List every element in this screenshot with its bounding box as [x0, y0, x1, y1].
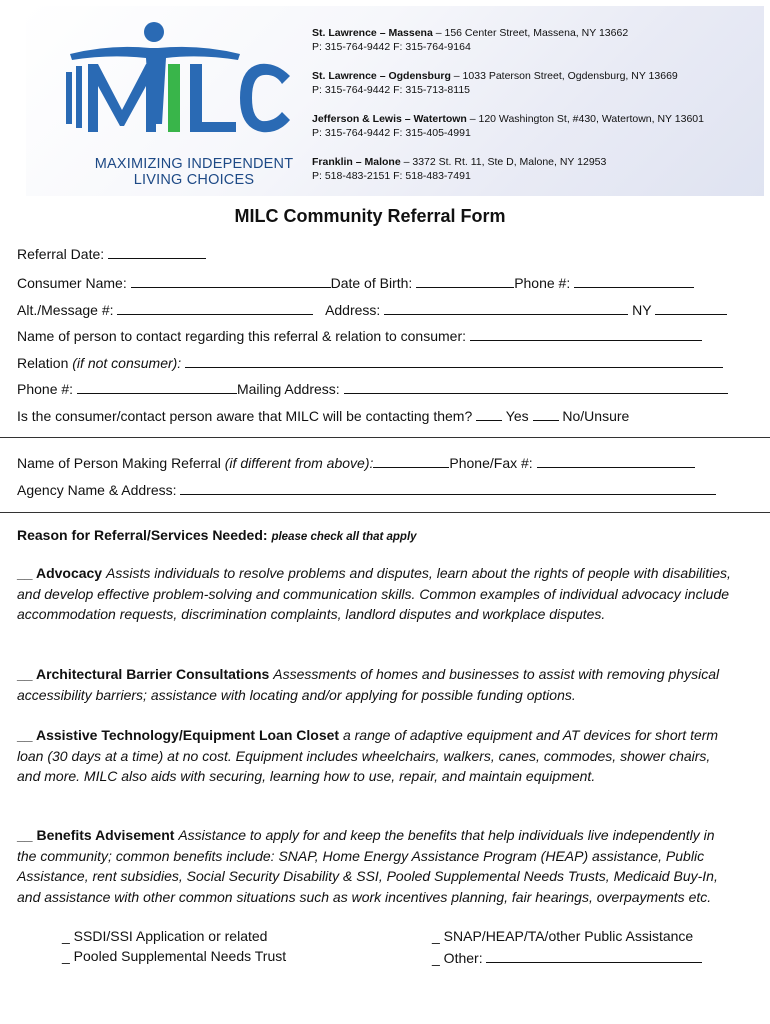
- consumer-name-field[interactable]: [131, 273, 331, 288]
- advocacy-title: Advocacy: [35, 565, 103, 581]
- sub-snap[interactable]: _ SNAP/HEAP/TA/other Public Assistance: [432, 928, 694, 944]
- yes-label: Yes: [505, 408, 529, 424]
- phone-label: Phone #:: [514, 275, 571, 291]
- phone2-label: Phone #:: [17, 381, 74, 397]
- dob-label: Date of Birth:: [330, 275, 413, 291]
- services-heading-note: please check all that apply: [271, 531, 417, 543]
- agency-row: [17, 480, 716, 499]
- at-text: a range of adaptive equipment and AT devices for short term loan (30 days at a time) at no cost. Equipment includes wheelchairs, walkers, canes, commodes, shower chairs, and more. MILC also aids with securing, learning how to use, repair, and maintain equipment.: [17, 727, 719, 784]
- relation-row: [17, 353, 723, 372]
- agency-label: Agency Name & Address:: [17, 482, 177, 498]
- office-list: [312, 26, 742, 198]
- sub-other-label[interactable]: _ Other:: [432, 950, 483, 966]
- sub-other: [432, 948, 702, 966]
- office-phones: P: 315-764-9442 F: 315-405-4991: [312, 127, 471, 139]
- person-making-field[interactable]: [373, 453, 449, 468]
- consumer-row: [17, 273, 694, 292]
- no-field[interactable]: [533, 406, 559, 421]
- benefits-title: Benefits Advisement: [36, 827, 175, 843]
- service-assistive-tech: __ Assistive Technology/Equipment Loan Closet a range of adaptive equipment and AT devices for short term loan (30 days at a time) at no cost. Equipment includes wheelchairs, walkers, canes, commodes, shower chairs, and more. MILC also aids with securing, learning how to use, repair, and maintain equipment.: [17, 727, 719, 784]
- barrier-title: Architectural Barrier Consultations: [35, 666, 270, 682]
- relation-label: Relation: [17, 355, 69, 371]
- office-name: St. Lawrence – Ogdensburg: [312, 70, 451, 82]
- sub-other-field[interactable]: [486, 948, 702, 963]
- office-malone: [312, 155, 742, 183]
- aware-label: Is the consumer/contact person aware that MILC will be contacting them?: [17, 408, 473, 424]
- office-address: – 1033 Paterson Street, Ogdensburg, NY 13669: [450, 70, 678, 82]
- office-phones: P: 315-764-9442 F: 315-764-9164: [312, 41, 471, 53]
- ny-label: NY: [632, 302, 652, 318]
- phone-field[interactable]: [574, 273, 694, 288]
- sub-ssdi[interactable]: _ SSDI/SSI Application or related: [62, 928, 268, 944]
- yes-field[interactable]: [476, 406, 502, 421]
- letterhead: [26, 6, 764, 196]
- sub-pooled[interactable]: _ Pooled Supplemental Needs Trust: [62, 948, 287, 964]
- services-heading-label: Reason for Referral/Services Needed:: [17, 527, 268, 543]
- person-making-row: [17, 453, 695, 472]
- office-massena: [312, 26, 742, 54]
- person-making-note: (if different from above):: [224, 455, 374, 471]
- services-heading: [17, 526, 417, 546]
- office-address: – 120 Washington St, #430, Watertown, NY 13601: [466, 113, 704, 125]
- phone-fax-field[interactable]: [537, 453, 695, 468]
- office-address: – 156 Center Street, Massena, NY 13662: [432, 27, 629, 39]
- aware-row: [17, 406, 629, 425]
- section-divider: [0, 512, 770, 513]
- phone2-field[interactable]: [77, 379, 237, 394]
- service-barrier: __ Architectural Barrier Consultations Assessments of homes and businesses to assist with removing physical accessibility barriers; assistance with locating and/or applying for possible funding options.: [17, 666, 720, 703]
- office-phones: P: 518-483-2151 F: 518-483-7491: [312, 170, 471, 182]
- referral-date-row: [17, 244, 206, 263]
- dob-field[interactable]: [416, 273, 514, 288]
- office-watertown: [312, 112, 742, 140]
- address-field[interactable]: [384, 300, 628, 315]
- office-ogdensburg: [312, 69, 742, 97]
- contact-person-label: Name of person to contact regarding this referral & relation to consumer:: [17, 328, 466, 344]
- phone-fax-label: Phone/Fax #:: [449, 455, 533, 471]
- agency-field[interactable]: [180, 480, 716, 495]
- advocacy-text: Assists individuals to resolve problems and disputes, learn about the rights of people with disabilities, and develop effective problem-solving and communication skills. Common examples of individual advocacy include accommodation requests, discrimination complaints, landlord disputes and workplace disputes.: [17, 565, 731, 622]
- relation-note: (if not consumer):: [72, 355, 182, 371]
- referral-date-field[interactable]: [108, 244, 206, 259]
- logo-tagline: [84, 156, 304, 188]
- alt-message-field[interactable]: [117, 300, 313, 315]
- section-divider: [0, 437, 770, 438]
- phone-mailing-row: [17, 379, 728, 398]
- alt-address-row: [17, 300, 727, 319]
- tagline-line-1: MAXIMIZING INDEPENDENT: [94, 156, 294, 172]
- at-title: Assistive Technology/Equipment Loan Closet: [35, 727, 340, 743]
- office-name: Franklin – Malone: [312, 156, 401, 168]
- office-phones: P: 315-764-9442 F: 315-713-8115: [312, 84, 471, 96]
- relation-field[interactable]: [185, 353, 723, 368]
- tagline-line-2: LIVING CHOICES: [133, 172, 255, 188]
- barrier-text: Assessments of homes and businesses to assist with removing physical accessibility barriers; assistance with locating and/or applying for possible funding options.: [17, 666, 720, 703]
- office-name: Jefferson & Lewis – Watertown: [312, 113, 467, 125]
- benefits-text: Assistance to apply for and keep the benefits that help individuals live independently in the community; common benefits include: SNAP, Home Energy Assistance Program (HEAP) assistance, Public Assistance, rent subsidies, Social Security Disability & SSI, Pooled Supplemental Needs Trusts, Medicaid Buy-In, and assistance with other common situations such as work incentives planning, fair hearings, overpayments etc.: [17, 827, 718, 905]
- no-unsure-label: No/Unsure: [562, 408, 630, 424]
- office-name: St. Lawrence – Massena: [312, 27, 433, 39]
- referral-date-label: Referral Date:: [17, 246, 105, 262]
- office-address: – 3372 St. Rt. 11, Ste D, Malone, NY 12953: [400, 156, 607, 168]
- service-benefits: __ Benefits Advisement Assistance to apply for and keep the benefits that help individuals live independently in the community; common benefits include: SNAP, Home Energy Assistance Program (HEAP) assistance, Public Assistance, rent subsidies, Social Security Disability & SSI, Pooled Supplemental Needs Trusts, Medicaid Buy-In, and assistance with other common situations such as work incentives planning, fair hearings, overpayments etc.: [17, 827, 718, 905]
- form-title: MILC Community Referral Form: [234, 206, 506, 226]
- contact-person-field[interactable]: [470, 326, 702, 341]
- mailing-field[interactable]: [344, 379, 728, 394]
- consumer-name-label: Consumer Name:: [17, 275, 127, 291]
- zip-field[interactable]: [655, 300, 727, 315]
- address-label: Address:: [325, 302, 381, 318]
- service-advocacy: __ Advocacy Assists individuals to resolve problems and disputes, learn about the rights of people with disabilities, and develop effective problem-solving and communication skills. Common examples of individual advocacy include accommodation requests, discrimination complaints, landlord disputes and workplace disputes.: [17, 565, 731, 622]
- contact-person-row: [17, 326, 702, 345]
- alt-message-label: Alt./Message #:: [17, 302, 114, 318]
- mailing-label: Mailing Address:: [236, 381, 340, 397]
- person-making-label: Name of Person Making Referral: [17, 455, 221, 471]
